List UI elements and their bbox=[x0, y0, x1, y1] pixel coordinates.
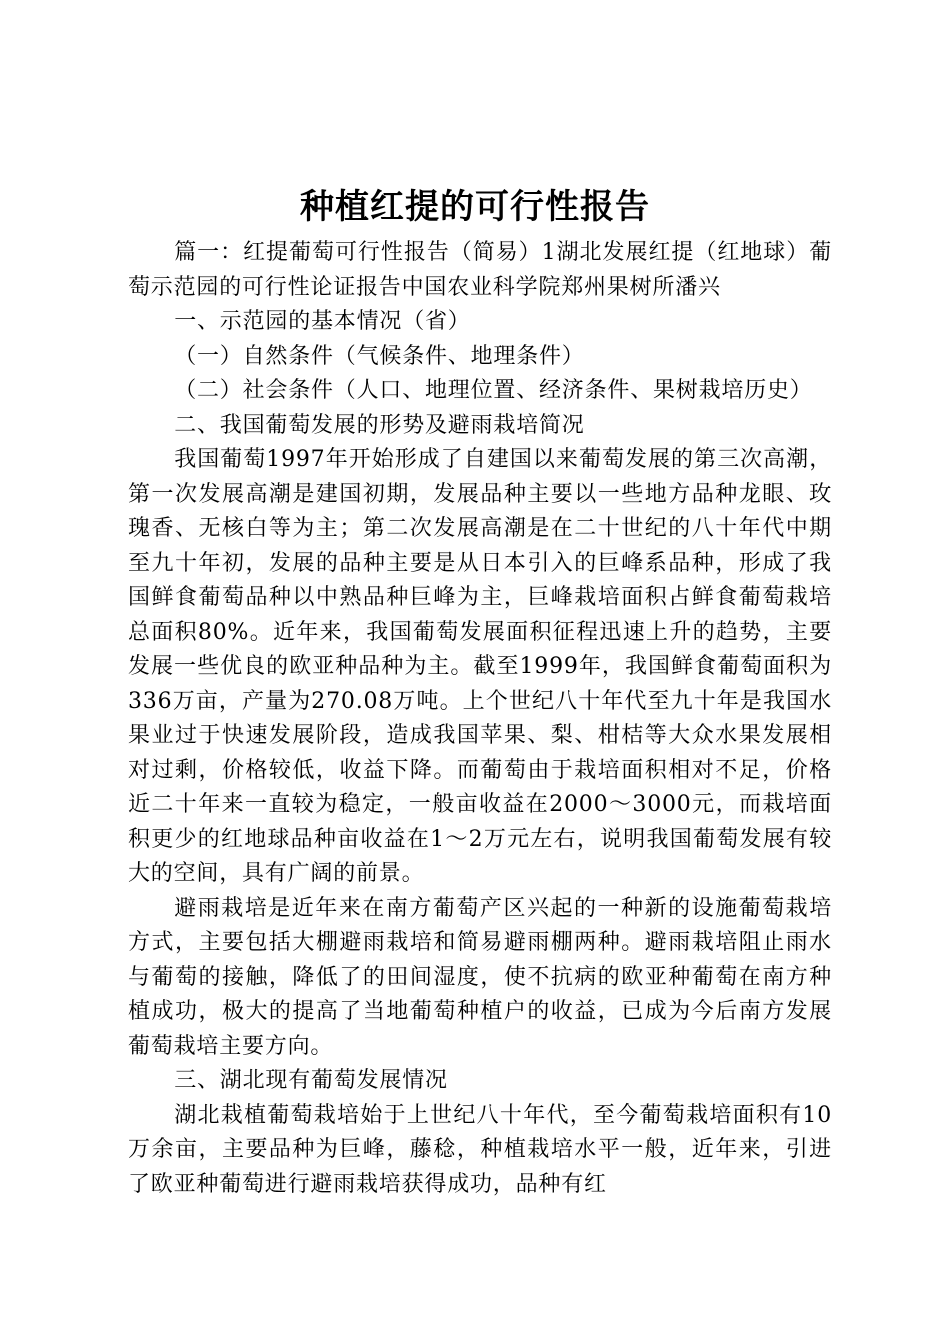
subheading-natural-conditions: （一）自然条件（气候条件、地理条件） bbox=[174, 343, 585, 369]
heading-section-1: 一、示范园的基本情况（省） bbox=[174, 309, 471, 334]
document-body bbox=[128, 236, 832, 1202]
paragraph-rain-shelter: 避雨栽培是近年来在南方葡萄产区兴起的一种新的设施葡萄栽培方式，主要包括大棚避雨栽培和简易避雨棚两种。避雨栽培阻止雨水与葡萄的接触，降低了的田间湿度，使不抗病的欧亚种葡萄在南方种植成功，极大的提高了当地葡萄种植户的收益，已成为今后南方发展葡萄栽培主要方向。 bbox=[128, 895, 832, 1059]
paragraph-grape-development: 我国葡萄1997年开始形成了自建国以来葡萄发展的第三次高潮，第一次发展高潮是建国初期，发展品种主要以一些地方品种龙眼、玫瑰香、无核白等为主；第二次发展高潮是在二十世纪的八十年代中期至九十年初，发展的品种主要是从日本引入的巨峰系品种，形成了我国鲜食葡萄品种以中熟品种巨峰为主，巨峰栽培面积占鲜食葡萄栽培总面积80%。近年来，我国葡萄发展面积征程迅速上升的趋势，主要发展一些优良的欧亚种品种为主。截至1999年，我国鲜食葡萄面积为336万亩，产量为270.08万吨。上个世纪八十年代至九十年是我国水果业过于快速发展阶段，造成我国苹果、梨、柑桔等大众水果发展相对过剩，价格较低，收益下降。而葡萄由于栽培面积相对不足，价格近二十年来一直较为稳定，一般亩收益在2000～3000元，而栽培面积更少的红地球品种亩收益在1～2万元左右，说明我国葡萄发展有较大的空间，具有广阔的前景。 bbox=[128, 447, 832, 886]
document-title: 种植红提的可行性报告 bbox=[300, 187, 650, 227]
paragraph-intro: 篇一：红提葡萄可行性报告（简易）1湖北发展红提（红地球）葡萄示范园的可行性论证报告中国农业科学院郑州果树所潘兴 bbox=[128, 240, 832, 300]
paragraph-hubei-status: 湖北栽植葡萄栽培始于上世纪八十年代，至今葡萄栽培面积有10万余亩，主要品种为巨峰，藤稔，种植栽培水平一般，近年来，引进了欧亚种葡萄进行避雨栽培获得成功，品种有红 bbox=[128, 1102, 832, 1197]
heading-section-2: 二、我国葡萄发展的形势及避雨栽培简况 bbox=[174, 412, 585, 438]
subheading-social-conditions: （二）社会条件（人口、地理位置、经济条件、果树栽培历史） bbox=[174, 378, 813, 403]
heading-section-3: 三、湖北现有葡萄发展情况 bbox=[174, 1068, 448, 1093]
